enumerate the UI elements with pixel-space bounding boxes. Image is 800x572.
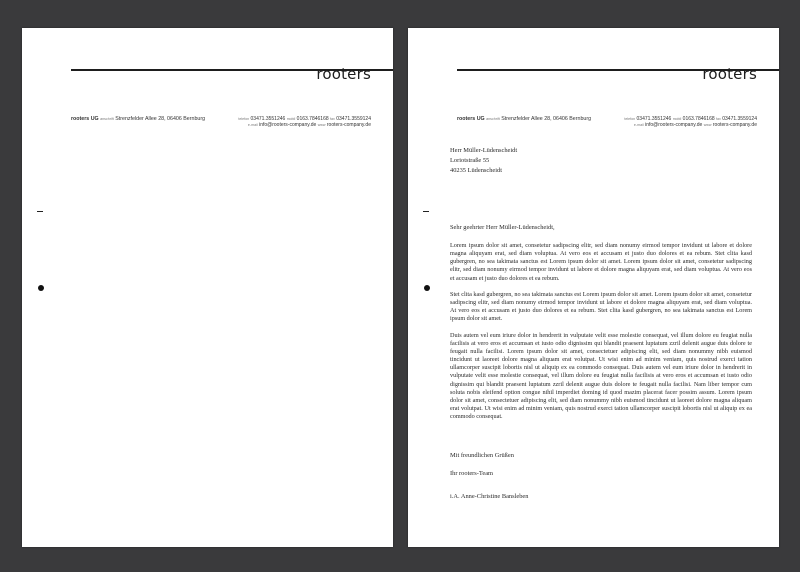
sender-address — [457, 116, 591, 122]
brand-logo: rooters — [316, 65, 371, 83]
letter-body — [450, 242, 752, 430]
fax-number: 03471.3559124 — [336, 116, 371, 122]
fold-mark — [37, 211, 43, 212]
email-label: e-mail — [633, 123, 644, 128]
address-label: anschrift — [486, 117, 500, 121]
address-label: anschrift — [100, 117, 114, 121]
recipient-city: 40235 Lüdenscheidt — [450, 167, 503, 175]
contact-block — [624, 116, 757, 129]
punch-mark — [424, 285, 430, 291]
address-text: Strenzfelder Allee 28, 06406 Bernburg — [501, 116, 592, 122]
recipient-address — [450, 146, 517, 177]
fold-mark — [423, 211, 429, 212]
body-paragraph: Lorem ipsum dolor sit amet, consetetur sadipscing elitr, sed diam nonumy eirmod tempor invidunt ut labore et dolore magna aliquyam erat, sed diam voluptua. At vero eos et accusam et justo duo dolores et ea rebum. Stet clita kasd gubergren, no sea takimata sanctus est Lorem ipsum dolor sit amet. Lorem ipsum dolor sit amet, consetetur sadipscing elitr, sed diam nonumy eirmod tempor invidunt ut labore et dolore magna aliquyam erat, sed diam voluptua. At vero eos et accusam et justo duo dolores et ea rebum. — [450, 242, 752, 282]
sender-address — [71, 116, 205, 122]
web-address: rooters-company.de — [712, 122, 757, 129]
body-paragraph: Stet clita kasd gubergren, no sea takimata sanctus est Lorem ipsum dolor sit amet. Lorem ipsum dolor sit amet, consetetur sadipscing elitr, sed diam nonumy eirmod tempor invidunt ut labore et dolore magna aliquyam erat, sed diam voluptua. At vero eos et accusam et justo duo dolores et ea rebum. Stet clita kasd gubergren, no sea takimata sanctus est Lorem ipsum dolor sit amet. — [450, 290, 752, 323]
letter-page — [408, 28, 779, 547]
punch-mark — [38, 285, 44, 291]
mobile-number: 0163.7846168 — [296, 116, 329, 122]
recipient-street: Loriotstraße 55 — [450, 157, 490, 165]
contact-block — [238, 116, 371, 129]
mobile-label: mobil — [672, 117, 682, 121]
recipient-name: Herr Müller-Lüdenscheidt — [450, 147, 518, 154]
team-signature: Ihr rooters-Team — [450, 470, 494, 477]
phone-number: 03471.3551246 — [250, 116, 286, 122]
mobile-number: 0163.7846168 — [682, 116, 715, 122]
fax-label: fax — [716, 117, 721, 121]
email-address: info@rooters-company.de — [259, 122, 317, 129]
signer-name: i.A. Anne-Christine Bansleben — [450, 493, 529, 500]
company-name: rooters UG — [71, 116, 99, 122]
brand-logo: rooters — [702, 65, 757, 83]
email-address: info@rooters-company.de — [645, 122, 703, 129]
web-label: www — [317, 123, 326, 128]
phone-label: telefon — [624, 117, 636, 121]
web-label: www — [703, 123, 712, 128]
phone-label: telefon — [238, 117, 250, 121]
fax-number: 03471.3559124 — [722, 116, 757, 122]
fax-label: fax — [330, 117, 335, 121]
mobile-label: mobil — [286, 117, 296, 121]
email-label: e-mail — [247, 123, 258, 128]
address-text: Strenzfelder Allee 28, 06406 Bernburg — [115, 116, 206, 122]
salutation: Sehr geehrter Herr Müller-Lüdenscheidt, — [450, 224, 555, 231]
company-name: rooters UG — [457, 116, 485, 122]
closing: Mit freundlichen Grüßen — [450, 452, 514, 459]
phone-number: 03471.3551246 — [636, 116, 672, 122]
letterhead-blank-page — [22, 28, 393, 547]
web-address: rooters-company.de — [326, 122, 371, 129]
body-paragraph: Duis autem vel eum iriure dolor in hendrerit in vulputate velit esse molestie consequat, vel illum dolore eu feugiat nulla facilisis at vero eros et accumsan et iusto odio dignissim qui blandit praesent luptatum zzril delenit augue duis dolore te feugait nulla facilisi. Lorem ipsum dolor sit amet, consectetuer adipiscing elit, sed diam nonummy nibh euismod tincidunt ut laoreet dolore magna aliquam erat volutpat. Ut wisi enim ad minim veniam, quis nostrud exerci tation ullamcorper suscipit lobortis nisl ut aliquip ex ea commodo consequat. Duis autem vel eum iriure dolor in hendrerit in vulputate velit esse molestie consequat, vel illum dolore eu feugiat nulla facilisis at vero eros et accumsan et iusto odio dignissim qui blandit praesent luptatum zzril delenit augue duis dolore te feugait nulla facilisi. Nam liber tempor cum soluta nobis eleifend option congue nihil imperdiet doming id quod mazim placerat facer possim assum. Lorem ipsum dolor sit amet, consectetuer adipiscing elit, sed diam nonummy nibh euismod tincidunt ut laoreet dolore magna aliquam erat volutpat. Ut wisi enim ad minim veniam, quis nostrud exerci tation ullamcorper suscipit lobortis nisl ut aliquip ex ea commodo consequat. — [450, 331, 752, 421]
